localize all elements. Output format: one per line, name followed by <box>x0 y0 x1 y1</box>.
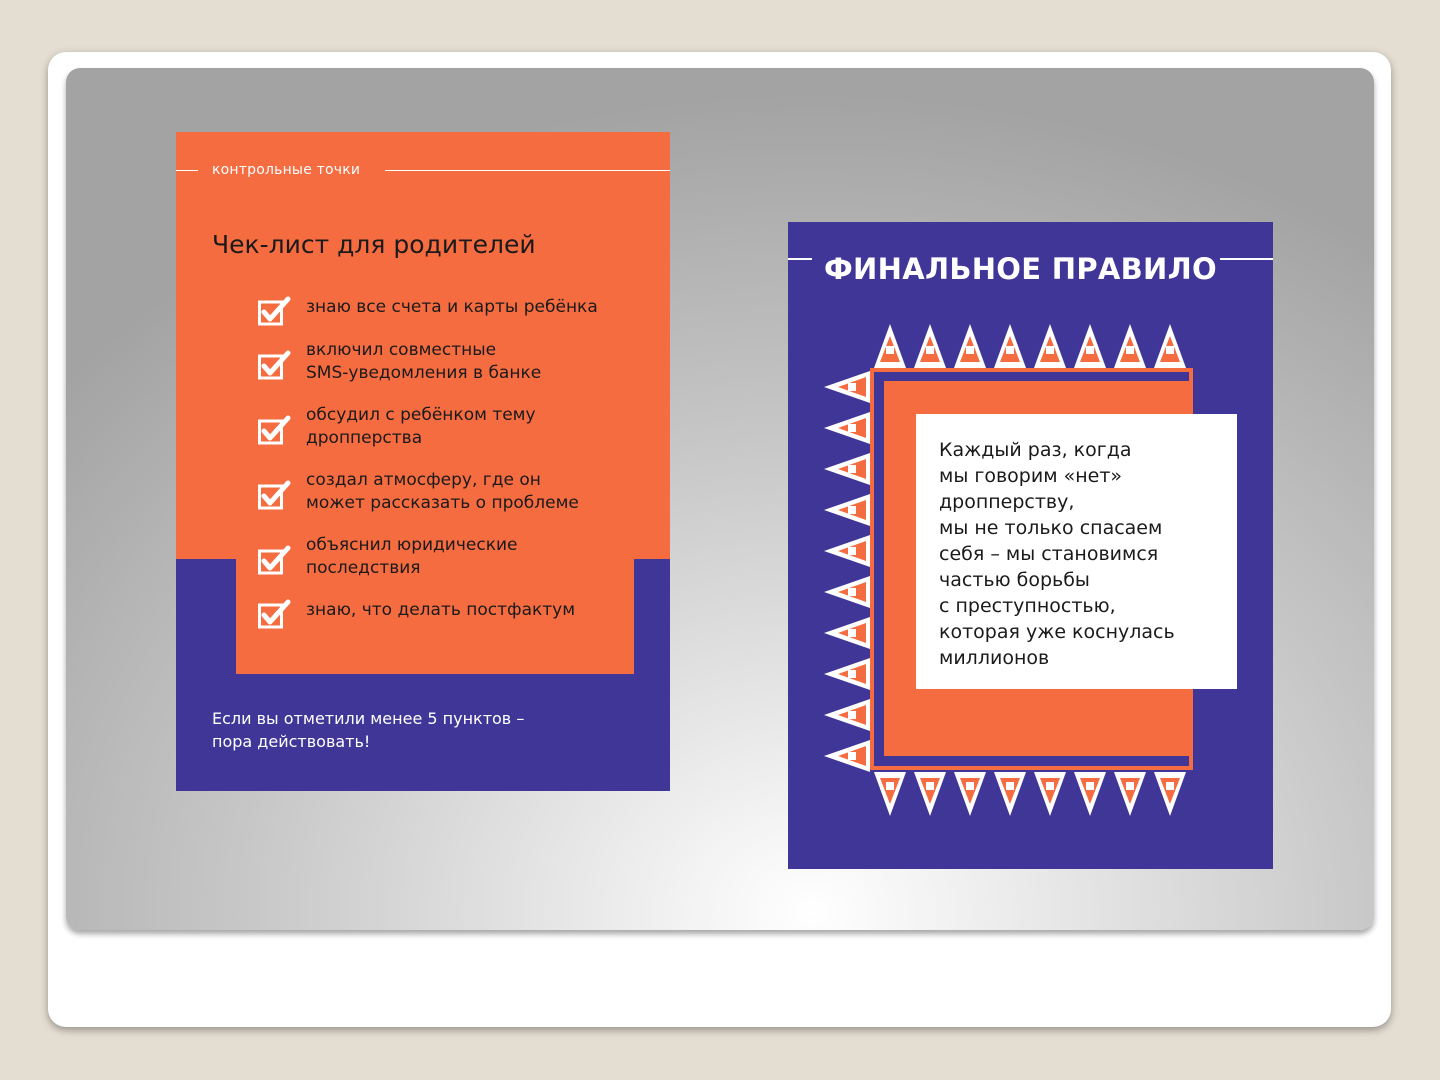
ornament-square <box>1046 346 1054 354</box>
checklist-item-text: знаю все счета и карты ребёнка <box>306 297 598 317</box>
checklist-item-text: обсудил с ребёнком тему дропперства <box>306 405 536 448</box>
checklist-item-text: включил совместные SMS-уведомления в банке <box>306 340 542 383</box>
checklist-card <box>176 132 670 791</box>
ornament-square <box>886 782 894 790</box>
ornament-square <box>1006 782 1014 790</box>
ornament-square <box>1046 782 1054 790</box>
ornament-square <box>848 383 856 391</box>
ornament-square <box>848 465 856 473</box>
ornament-square <box>1166 346 1174 354</box>
ornament-square <box>1126 346 1134 354</box>
ornament-square <box>886 346 894 354</box>
checkbox-checked-icon <box>258 350 292 380</box>
final-rule-title: ФИНАЛЬНОЕ ПРАВИЛО <box>824 252 1217 286</box>
ornament-square <box>848 547 856 555</box>
checkbox-checked-icon <box>258 415 292 445</box>
ornament-square <box>966 782 974 790</box>
checklist-tag: контрольные точки <box>212 162 361 178</box>
ornament-square <box>848 506 856 514</box>
final-rule-quote: Каждый раз, когда мы говорим «нет» дропперству, мы не только спасаем себя – мы становимся частью борьбы с преступностью, которая уже коснулась миллионов <box>939 439 1175 669</box>
quote-box <box>916 414 1237 689</box>
ornament-square <box>1126 782 1134 790</box>
ornament-square <box>848 711 856 719</box>
ornament-square <box>848 752 856 760</box>
ornament-square <box>1006 346 1014 354</box>
ornament-square <box>848 670 856 678</box>
ornament-square <box>848 424 856 432</box>
checklist-title: Чек-лист для родителей <box>212 230 536 259</box>
checklist-item-text: создал атмосферу, где он может рассказать о проблеме <box>306 470 579 513</box>
checkbox-checked-icon <box>258 599 292 629</box>
ornament-square <box>966 346 974 354</box>
checklist-footer: Если вы отметили менее 5 пунктов – пора действовать! <box>212 709 525 751</box>
checkbox-checked-icon <box>258 480 292 510</box>
ornament-square <box>848 588 856 596</box>
tag-line-left <box>176 170 198 171</box>
ornament-square <box>848 629 856 637</box>
final-rule-card <box>788 222 1273 869</box>
ornament-square <box>926 346 934 354</box>
ornament-square <box>926 782 934 790</box>
ornament-square <box>1086 346 1094 354</box>
tag-line-right <box>385 170 670 171</box>
checkbox-checked-icon <box>258 296 292 326</box>
ornament-square <box>1086 782 1094 790</box>
ornament-square <box>1166 782 1174 790</box>
checklist-item-text: знаю, что делать постфактум <box>306 600 576 620</box>
checklist-item-text: объяснил юридические последствия <box>306 535 518 578</box>
checkbox-checked-icon <box>258 545 292 575</box>
